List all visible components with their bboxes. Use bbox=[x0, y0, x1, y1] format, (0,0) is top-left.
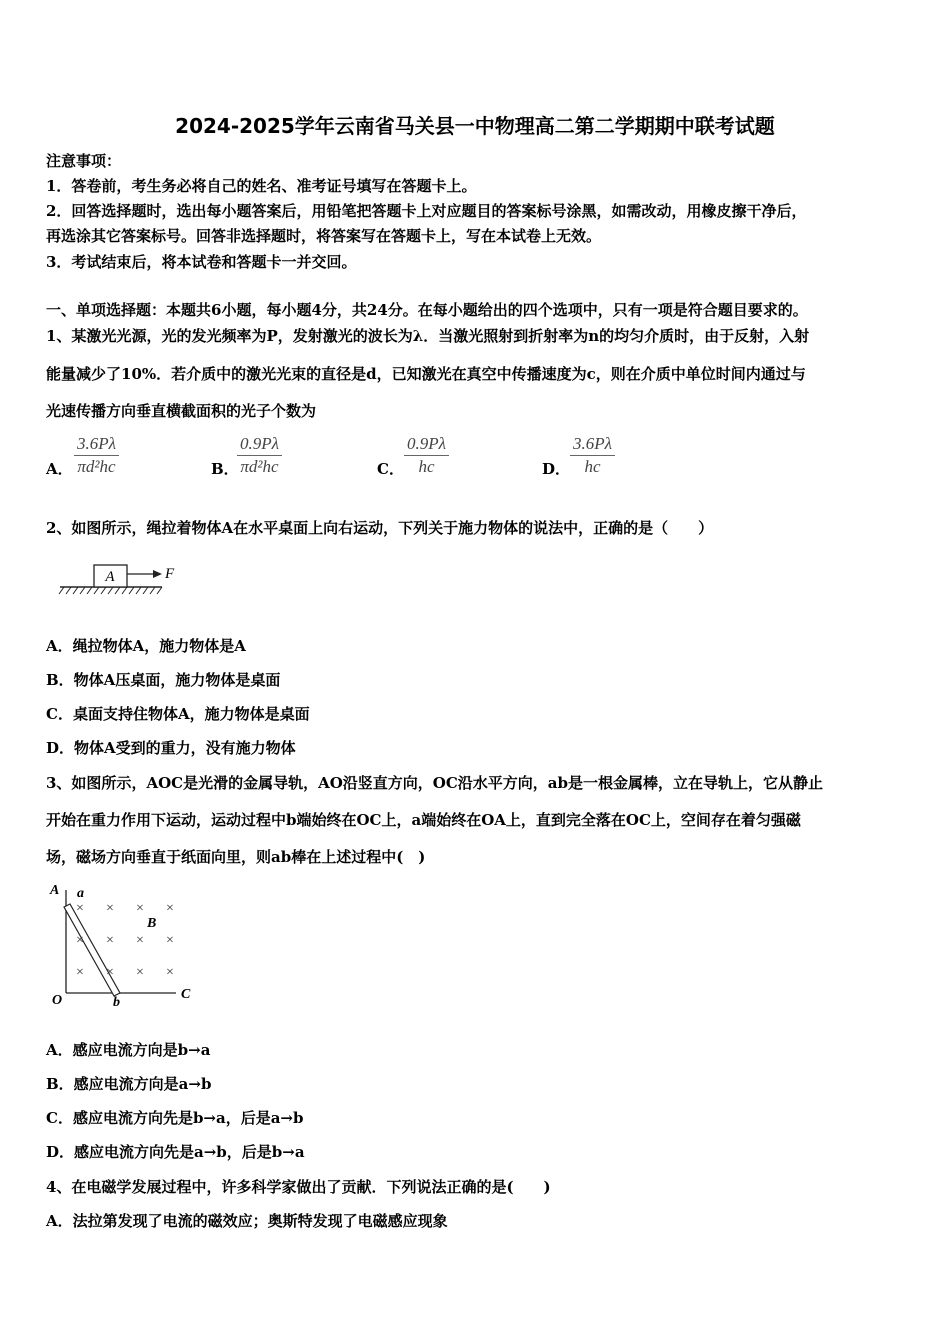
svg-text:×: × bbox=[106, 965, 114, 980]
svg-text:×: × bbox=[136, 933, 144, 948]
label-a-upper: A bbox=[50, 883, 60, 898]
force-arrow-head bbox=[153, 570, 162, 578]
q3-figure-rail-and-rod bbox=[44, 878, 204, 1010]
label-b-rod-end: b bbox=[113, 995, 120, 1010]
q1-option-c-denominator: hc bbox=[404, 455, 449, 478]
label-a-rod-end: a bbox=[77, 886, 84, 901]
label-b-field: B bbox=[147, 916, 157, 931]
svg-text:×: × bbox=[166, 901, 174, 916]
q3-option-b: B．感应电流方向是a→b bbox=[46, 1075, 212, 1093]
q1-option-c-numerator: 0.9Pλ bbox=[407, 434, 446, 453]
q1-option-a-fraction bbox=[74, 433, 119, 478]
q2-option-b: B．物体A压桌面，施力物体是桌面 bbox=[46, 671, 281, 689]
q2-option-d: D．物体A受到的重力，没有施力物体 bbox=[46, 739, 296, 757]
svg-text:×: × bbox=[76, 965, 84, 980]
q3-stem-line-2: 开始在重力作用下运动，运动过程中b端始终在OC上，a端始终在OA上，直到完全落在OC上，空间存在着匀强磁 bbox=[46, 811, 801, 829]
svg-text:×: × bbox=[136, 965, 144, 980]
q4-option-a: A．法拉第发现了电流的磁效应；奥斯特发现了电磁感应现象 bbox=[46, 1212, 448, 1230]
notice-item-3: 3．考试结束后，将本试卷和答题卡一并交回。 bbox=[46, 253, 357, 271]
q3-option-a: A．感应电流方向是b→a bbox=[46, 1041, 211, 1059]
block-a-label: A bbox=[105, 569, 115, 585]
q1-option-a-label: A． bbox=[46, 460, 73, 478]
notice-item-1: 1．答卷前，考生务必将自己的姓名、准考证号填写在答题卡上。 bbox=[46, 177, 477, 195]
page-title: 2024-2025学年云南省马关县一中物理高二第二学期期中联考试题 bbox=[175, 114, 775, 138]
q3-option-d: D．感应电流方向先是a→b，后是b→a bbox=[46, 1143, 305, 1161]
q1-stem-line-1: 1、某激光光源，光的发光频率为P，发射激光的波长为λ．当激光照射到折射率为n的均匀介质时，由于反射，入射 bbox=[46, 327, 810, 345]
metal-rod-ab bbox=[64, 904, 120, 996]
q1-option-b-fraction bbox=[237, 433, 282, 478]
q2-option-c: C．桌面支持住物体A，施力物体是桌面 bbox=[46, 705, 310, 723]
notice-heading: 注意事项： bbox=[46, 152, 122, 170]
svg-text:×: × bbox=[76, 901, 84, 916]
notice-item-2-cont: 再选涂其它答案标号。回答非选择题时，将答案写在答题卡上，写在本试卷上无效。 bbox=[46, 227, 602, 245]
svg-text:×: × bbox=[166, 933, 174, 948]
section-heading: 一、单项选择题：本题共6小题，每小题4分，共24分。在每小题给出的四个选项中，只有一项是符合题目要求的。 bbox=[46, 301, 808, 319]
svg-text:×: × bbox=[136, 901, 144, 916]
q1-option-c-label: C． bbox=[377, 460, 404, 478]
q2-stem: 2、如图所示，绳拉着物体A在水平桌面上向右运动，下列关于施力物体的说法中，正确的是（ ） bbox=[46, 519, 714, 537]
q2-option-a: A．绳拉物体A，施力物体是A bbox=[46, 637, 246, 655]
svg-text:×: × bbox=[166, 965, 174, 980]
q3-stem-line-3: 场，磁场方向垂直于纸面向里，则ab棒在上述过程中( ) bbox=[46, 848, 426, 866]
q3-stem-line-1: 3、如图所示，AOC是光滑的金属导轨，AO沿竖直方向，OC沿水平方向，ab是一根金属棒，立在导轨上，它从静止 bbox=[46, 774, 824, 792]
q1-option-d-fraction bbox=[570, 433, 615, 478]
q1-stem-line-2: 能量减少了10%．若介质中的激光光束的直径是d，已知激光在真空中传播速度为c，则在介质中单位时间内通过与 bbox=[46, 365, 806, 383]
q1-option-d-denominator: hc bbox=[570, 455, 615, 478]
q1-option-b-denominator: πd²hc bbox=[237, 455, 282, 478]
svg-text:×: × bbox=[106, 933, 114, 948]
notice-item-2: 2．回答选择题时，选出每小题答案后，用铅笔把答题卡上对应题目的答案标号涂黑，如需改动，用橡皮擦干净后， bbox=[46, 202, 807, 220]
q2-figure-block-on-table bbox=[56, 560, 186, 600]
q1-option-b-label: B． bbox=[211, 460, 239, 478]
force-label: F bbox=[165, 566, 175, 582]
q1-option-b-numerator: 0.9Pλ bbox=[240, 434, 279, 453]
svg-text:×: × bbox=[76, 933, 84, 948]
label-o: O bbox=[52, 993, 63, 1008]
svg-text:×: × bbox=[106, 901, 114, 916]
q1-option-a-numerator: 3.6Pλ bbox=[77, 434, 116, 453]
q1-option-c-fraction bbox=[404, 433, 449, 478]
q1-stem-line-3: 光速传播方向垂直横截面积的光子个数为 bbox=[46, 402, 317, 420]
q1-option-d-numerator: 3.6Pλ bbox=[573, 434, 612, 453]
q4-stem: 4、在电磁学发展过程中，许多科学家做出了贡献．下列说法正确的是( ) bbox=[46, 1178, 551, 1196]
table-hatching bbox=[59, 587, 162, 594]
q1-option-a-denominator: πd²hc bbox=[74, 455, 119, 478]
q1-option-d-label: D． bbox=[542, 460, 571, 478]
label-c: C bbox=[181, 987, 191, 1002]
q3-option-c: C．感应电流方向先是b→a，后是a→b bbox=[46, 1109, 304, 1127]
